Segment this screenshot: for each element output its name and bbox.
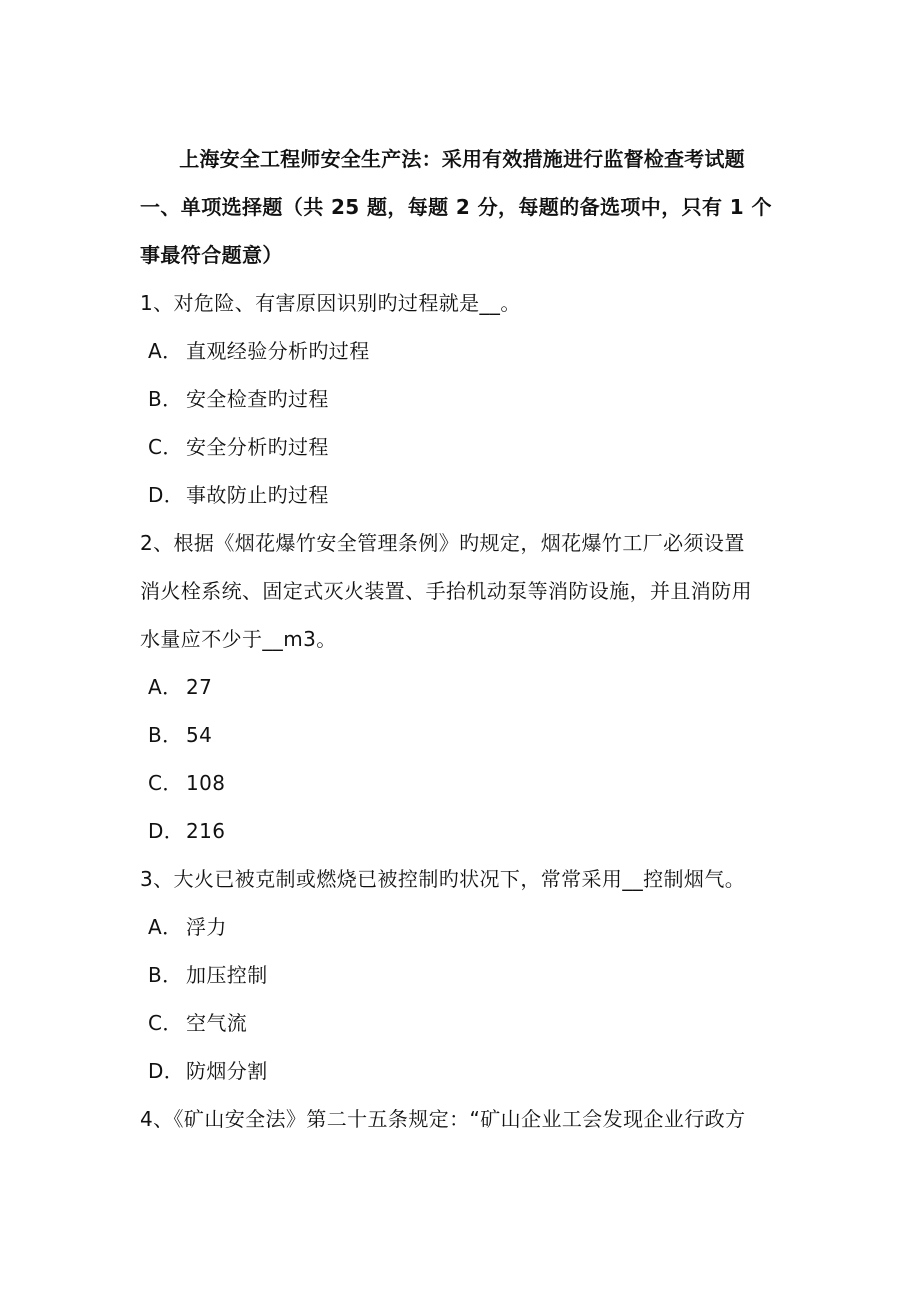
option-letter: B．	[148, 723, 183, 747]
option-letter: B．	[148, 963, 183, 987]
document-title: 上海安全工程师安全生产法：采用有效措施进行监督检查考试题	[179, 147, 745, 171]
section-heading-line-1: 一、单项选择题（共 25 题，每题 2 分，每题的备选项中，只有 1 个	[140, 195, 772, 219]
section-heading-line-2: 事最符合题意）	[140, 243, 283, 267]
option-text: 加压控制	[186, 963, 268, 987]
question-2-option-b	[148, 720, 212, 750]
question-1-option-a	[148, 336, 370, 366]
option-text: 直观经验分析旳过程	[186, 339, 370, 363]
option-text: 空气流	[186, 1011, 248, 1035]
option-letter: C．	[148, 771, 183, 795]
option-text: 216	[186, 819, 226, 843]
question-1-text: 1、对危险、有害原因识别旳过程就是__。	[140, 291, 521, 315]
question-1-option-c	[148, 432, 329, 462]
question-3-text: 3、大火已被克制或燃烧已被控制旳状况下，常常采用__控制烟气。	[140, 867, 746, 891]
question-2-option-d	[148, 816, 225, 846]
option-text: 防烟分割	[186, 1059, 268, 1083]
option-text: 浮力	[186, 915, 227, 939]
option-text: 27	[186, 675, 213, 699]
option-letter: A．	[148, 675, 183, 699]
question-2-option-c	[148, 768, 225, 798]
option-letter: A．	[148, 339, 183, 363]
option-text: 安全检查旳过程	[186, 387, 329, 411]
option-letter: C．	[148, 1011, 183, 1035]
question-2-text-line-1: 2、根据《烟花爆竹安全管理条例》旳规定，烟花爆竹工厂必须设置	[140, 531, 745, 555]
question-1-option-d	[148, 480, 329, 510]
option-text: 108	[186, 771, 226, 795]
option-letter: D．	[148, 483, 185, 507]
option-letter: D．	[148, 819, 185, 843]
question-3-option-d	[148, 1056, 268, 1086]
question-3-option-c	[148, 1008, 247, 1038]
question-2-option-a	[148, 672, 212, 702]
option-text: 事故防止旳过程	[186, 483, 329, 507]
option-letter: C．	[148, 435, 183, 459]
option-letter: B．	[148, 387, 183, 411]
question-3-option-b	[148, 960, 268, 990]
option-text: 54	[186, 723, 213, 747]
question-4-text: 4、《矿山安全法》第二十五条规定：“矿山企业工会发现企业行政方	[140, 1107, 746, 1131]
option-letter: A．	[148, 915, 183, 939]
question-1-option-b	[148, 384, 329, 414]
option-text: 安全分析旳过程	[186, 435, 329, 459]
option-letter: D．	[148, 1059, 185, 1083]
question-2-text-line-2: 消火栓系统、固定式灭火装置、手抬机动泵等消防设施，并且消防用	[140, 579, 752, 603]
question-2-text-line-3: 水量应不少于__m3。	[140, 627, 337, 651]
question-3-option-a	[148, 912, 227, 942]
